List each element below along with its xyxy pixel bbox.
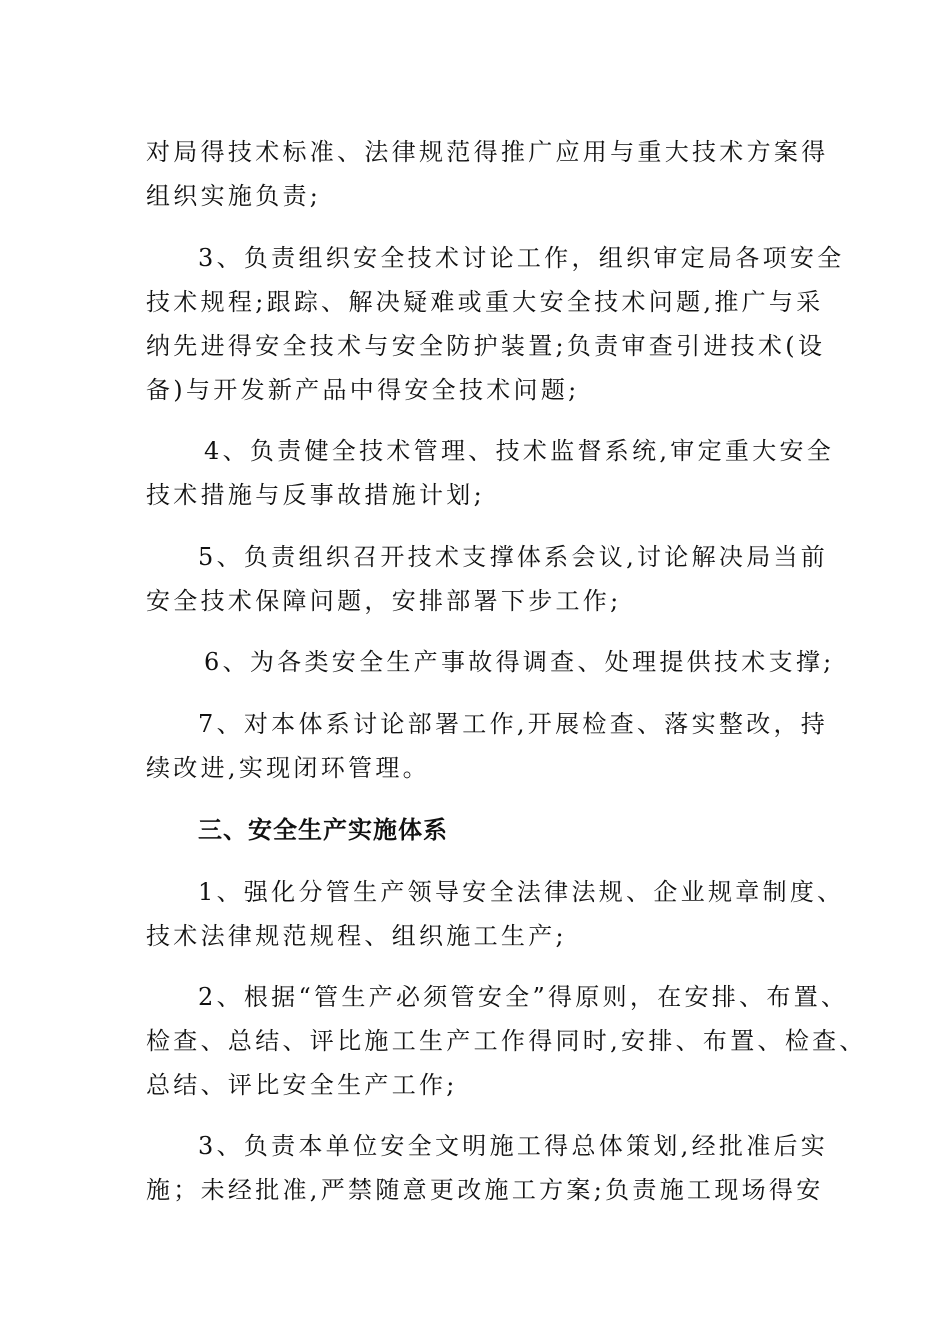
paragraph-impl-item-1	[146, 870, 845, 958]
text-line: 6、为各类安全生产事故得调查、处理提供技术支撑;	[204, 648, 835, 676]
text-line: 检查、总结、评比施工生产工作得同时,安排、布置、检查、	[146, 1027, 867, 1055]
text-line: 4、负责健全技术管理、技术监督系统,审定重大安全	[204, 437, 835, 465]
paragraph-item-6-accident-support	[146, 640, 835, 684]
text-line: 1、强化分管生产领导安全法律法规、企业规章制度、	[198, 878, 845, 906]
text-line: 施；未经批准,严禁随意更改施工方案;负责施工现场得安	[146, 1176, 824, 1204]
text-line: 3、负责本单位安全文明施工得总体策划,经批准后实	[198, 1132, 829, 1160]
text-line: 备)与开发新产品中得安全技术问题;	[146, 376, 580, 404]
text-line: 纳先进得安全技术与安全防护装置;负责审查引进技术(设	[146, 332, 826, 360]
text-line: 5、负责组织召开技术支撑体系会议,讨论解决局当前	[198, 543, 829, 571]
text-line: 续改进,实现闭环管理。	[146, 754, 430, 782]
text-line: 技术法律规范规程、组织施工生产;	[146, 922, 567, 950]
paragraph-impl-item-3	[146, 1124, 829, 1212]
paragraph-item-4-tech-management	[146, 429, 835, 517]
text-line: 总结、评比安全生产工作;	[146, 1071, 458, 1099]
paragraph-tech-standards-cont	[146, 130, 829, 218]
text-line: 对局得技术标准、法律规范得推广应用与重大技术方案得	[146, 138, 829, 166]
paragraph-item-7-closed-loop	[146, 702, 829, 790]
text-line: 组织实施负责;	[146, 182, 322, 210]
section-heading-text: 三、安全生产实施体系	[198, 816, 448, 844]
text-line: 技术措施与反事故措施计划;	[146, 481, 485, 509]
text-line: 技术规程;跟踪、解决疑难或重大安全技术问题,推广与采	[146, 288, 824, 316]
text-line: 2、根据“管生产必须管安全”得原则，在安排、布置、	[198, 983, 849, 1011]
paragraph-item-3-safety-tech	[146, 236, 845, 412]
paragraph-impl-item-2	[146, 975, 867, 1107]
text-line: 安全技术保障问题，安排部署下步工作;	[146, 587, 622, 615]
text-line: 7、对本体系讨论部署工作,开展检查、落实整改，持	[198, 710, 829, 738]
section-heading-safety-implementation-system	[146, 808, 814, 852]
text-line: 3、负责组织安全技术讨论工作，组织审定局各项安全	[198, 244, 845, 272]
paragraph-item-5-support-meeting	[146, 535, 829, 623]
